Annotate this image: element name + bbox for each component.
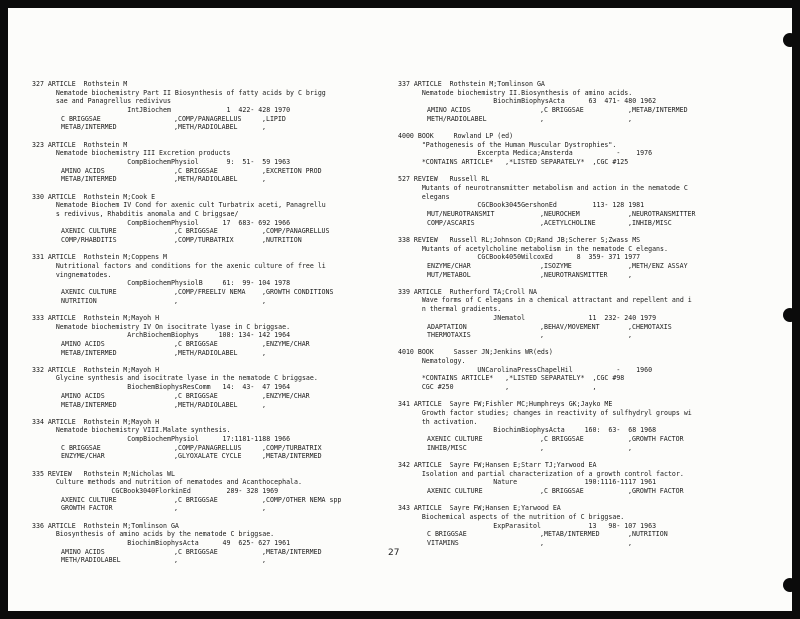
keyword-row	[32, 401, 394, 410]
keyword-row	[398, 210, 790, 219]
keyword: ,	[628, 443, 632, 452]
entry-text-line: BiochemBiophysResComm 14: 43- 47 1964	[32, 383, 291, 392]
entry-text-line: CompBiochemPhysiol 17:1181-1188 1966	[32, 435, 291, 444]
keyword: ,NEUROTRANSMITTER	[540, 270, 608, 279]
keyword: AXENIC CULTURE	[61, 495, 117, 504]
keyword: ,BEHAV/MOVEMENT	[540, 322, 600, 331]
keyword: ENZYME/CHAR	[61, 452, 105, 461]
entry-text-line: Nematology.	[398, 357, 466, 366]
keyword: ,	[174, 556, 178, 565]
keyword: C BRIGGSAE	[61, 443, 101, 452]
left-column	[32, 80, 394, 574]
keyword: ,COMP/PANAGRELLUS	[174, 114, 242, 123]
keyword: ADAPTATION	[427, 322, 467, 331]
keyword: ,	[540, 331, 544, 340]
keyword-row	[32, 123, 394, 132]
bibliography-entry	[32, 522, 394, 565]
keyword: ,	[628, 331, 632, 340]
entry-text-line: IntJBiochem 1 422- 428 1970	[32, 106, 291, 115]
entry-text-line: CompBiochemPhysiolB 61: 99- 104 1978	[32, 279, 291, 288]
entry-header: 332 ARTICLE Rothstein M;Mayoh H	[32, 365, 160, 374]
keyword-row	[32, 297, 394, 306]
keyword: ,COMP/PANAGRELLUS	[174, 443, 242, 452]
keyword-row	[32, 349, 394, 358]
bibliography-entry	[32, 470, 394, 513]
keyword: COMP/RHABDITIS	[61, 236, 117, 244]
bibliography-entry	[398, 504, 790, 547]
entry-header: 339 ARTICLE Rutherford TA;Croll NA	[398, 287, 537, 296]
keyword-row	[398, 444, 790, 453]
keyword: METAB/INTERMED	[61, 348, 117, 357]
keyword: ,	[540, 114, 544, 123]
keyword: ,COMP/PANAGRELLUS	[262, 227, 330, 236]
keyword: ,NEUROTRANSMITTER	[628, 209, 696, 218]
keyword: ,METAB/INTERMED	[262, 547, 322, 556]
bibliography-entry	[398, 400, 790, 452]
entry-text-line: Glycine synthesis and isocitrate lyase in the nematode C briggsae.	[32, 374, 318, 383]
keyword: ,C BRIGGSAE	[174, 166, 218, 175]
entry-text-line: s redivivus, Rhabditis anomala and C briggsae/	[32, 209, 239, 218]
entry-header: 527 REVIEW Russell RL	[398, 175, 490, 184]
keyword-row	[398, 323, 790, 332]
entry-text-line: BiochimBiophysActa 63 471- 480 1962	[398, 97, 657, 106]
keyword-row	[32, 392, 394, 401]
keyword: ,C BRIGGSAE	[174, 547, 218, 556]
keyword: VITAMINS	[427, 538, 459, 547]
binder-hole	[783, 33, 792, 47]
keyword: ,C BRIGGSAE	[174, 391, 218, 400]
entry-text-line: ExpParasitol 13 98- 107 1963	[398, 521, 657, 530]
entry-text-line: Mutants of acetylcholine metabolism in the nematode C elegans.	[398, 244, 668, 253]
entry-header: 331 ARTICLE Rothstein M;Coppens M	[32, 253, 167, 262]
keyword: ,	[174, 504, 178, 513]
keyword-row	[398, 539, 790, 548]
entry-text-line: Nematode biochemistry II.Biosynthesis of amino acids.	[398, 88, 633, 97]
keyword: AMINO ACIDS	[61, 339, 105, 348]
keyword: AXENIC CULTURE	[427, 487, 483, 495]
keyword: C BRIGGSAE	[427, 530, 467, 539]
keyword: AMINO ACIDS	[61, 166, 105, 175]
keyword: ,GROWTH CONDITIONS	[262, 287, 334, 296]
keyword-row	[32, 115, 394, 124]
page-number: 27	[388, 548, 400, 558]
entry-text-line: CompBiochemPhysiol 17 683- 692 1966	[32, 218, 291, 227]
keyword: ENZYME/CHAR	[427, 261, 471, 270]
entry-text-line: vingnematodes.	[32, 270, 112, 279]
keyword: INHIB/MISC	[427, 443, 467, 452]
keyword: ,	[262, 123, 266, 132]
keyword: ,	[628, 538, 632, 547]
keyword: AMINO ACIDS	[61, 547, 105, 556]
keyword: ,NUTRITION	[262, 236, 302, 244]
keyword: ,GROWTH FACTOR	[628, 435, 684, 444]
keyword: ,	[262, 504, 266, 513]
keyword: ,METAB/INTERMED	[628, 106, 688, 115]
keyword-row	[32, 548, 394, 557]
entry-header: 343 ARTICLE Sayre FW;Hansen E;Yarwood EA	[398, 504, 561, 513]
keyword: AXENIC CULTURE	[61, 287, 117, 296]
keyword-row	[32, 504, 394, 513]
keyword: AXENIC CULTURE	[427, 435, 483, 444]
keyword-row	[398, 219, 790, 228]
entry-header: 342 ARTICLE Sayre FW;Hansen E;Starr TJ;Yarwood EA	[398, 460, 597, 469]
keyword: ,	[174, 296, 178, 305]
keyword: COMP/ASCARIS	[427, 218, 475, 227]
keyword: ,C BRIGGSAE	[174, 495, 218, 504]
document-page	[8, 8, 792, 611]
keyword: METAB/INTERMED	[61, 400, 117, 409]
keyword: AMINO ACIDS	[61, 391, 105, 400]
binder-hole	[783, 578, 792, 592]
entry-text-line: CGC #250 , ,	[398, 383, 597, 392]
keyword: METAB/INTERMED	[61, 123, 117, 132]
entry-text-line: elegans	[398, 192, 450, 201]
entry-text-line: *CONTAINS ARTICLE* ,*LISTED SEPARATELY* ,CGC #125	[398, 158, 629, 166]
entry-header: 330 ARTICLE Rothstein M;Cook E	[32, 192, 156, 201]
keyword: MUT/NEUROTRANSMIT	[427, 209, 495, 218]
keyword-row	[32, 452, 394, 461]
keyword: METH/RADIOLABEL	[427, 114, 487, 123]
keyword: MUT/METABOL	[427, 270, 471, 279]
keyword: ,ENZYME/CHAR	[262, 391, 310, 400]
entry-text-line: BiochimBiophysActa 160: 63- 68 1968	[398, 426, 657, 435]
keyword: ,CHEMOTAXIS	[628, 322, 672, 331]
bibliography-entry	[32, 366, 394, 409]
right-column	[398, 80, 790, 556]
bibliography-entry	[398, 348, 790, 391]
keyword: AMINO ACIDS	[427, 106, 471, 115]
keyword: ,ACETYLCHOLINE	[540, 218, 596, 227]
entry-text-line: n thermal gradients.	[398, 305, 502, 314]
entry-text-line: BiochimBiophysActa 49 625- 627 1961	[32, 538, 291, 547]
keyword-row	[398, 487, 790, 496]
keyword-row	[398, 435, 790, 444]
bibliography-entry	[32, 193, 394, 245]
bibliography-entry	[398, 80, 790, 123]
keyword: ,NEUROCHEM	[540, 209, 580, 218]
keyword: ,C BRIGGSAE	[174, 339, 218, 348]
entry-text-line: CGCBook4050WilcoxEd 8 359- 371 1977	[398, 253, 641, 262]
keyword: C BRIGGSAE	[61, 114, 101, 123]
entry-text-line: th activation.	[398, 417, 478, 426]
keyword: ,GLYOXALATE CYCLE	[174, 452, 242, 461]
entry-header: 4010 BOOK Sasser JN;Jenkins WR(eds)	[398, 348, 553, 357]
entry-text-line: Nematode biochemistry VIII.Malate synthesis.	[32, 426, 231, 435]
keyword: ,C BRIGGSAE	[540, 487, 584, 495]
keyword: ,METAB/INTERMED	[540, 530, 600, 539]
entry-text-line: Nematode biochemistry Part II Biosynthesis of fatty acids by C brigg	[32, 88, 326, 97]
keyword-row	[32, 288, 394, 297]
keyword-row	[32, 444, 394, 453]
entry-text-line: "Pathogenesis of the Human Muscular Dystrophies".	[398, 140, 617, 149]
entry-text-line: ArchBiochemBiophys 108: 134- 142 1964	[32, 331, 291, 340]
keyword-row	[398, 331, 790, 340]
entry-text-line: Mutants of neurotransmitter metabolism and action in the nematode C	[398, 183, 688, 192]
entry-text-line: Wave forms of C elegans in a chemical attractant and repellent and i	[398, 296, 692, 305]
keyword: ,C BRIGGSAE	[174, 227, 218, 236]
keyword: ,COMP/TURBATRIX	[174, 236, 234, 244]
keyword-row	[398, 115, 790, 124]
keyword: ,COMP/TURBATRIX	[262, 443, 322, 452]
entry-header: 335 REVIEW Rothstein M;Nicholas WL	[32, 469, 175, 478]
keyword-row	[398, 106, 790, 115]
keyword: GROWTH FACTOR	[61, 504, 113, 513]
bibliography-entry	[32, 314, 394, 357]
keyword: ,ISOZYME	[540, 261, 572, 270]
entry-header: 337 ARTICLE Rothstein M;Tomlinson GA	[398, 80, 545, 88]
keyword: ,	[628, 114, 632, 123]
entry-text-line: JNematol 11 232- 240 1979	[398, 313, 657, 322]
keyword: AXENIC CULTURE	[61, 227, 117, 236]
keyword-row	[32, 340, 394, 349]
keyword: ,METH/ENZ ASSAY	[628, 261, 688, 270]
keyword: ,	[262, 296, 266, 305]
bibliography-entry	[398, 175, 790, 227]
keyword: ,METAB/INTERMED	[262, 452, 322, 461]
entry-header: 338 REVIEW Russell RL;Johnson CD;Rand JB;Scherer S;Zwass MS	[398, 235, 641, 244]
entry-text-line: Nematode Biochem IV Cond for axenic cult Turbatrix aceti, Panagrellu	[32, 201, 326, 210]
keyword: ,LIPID	[262, 114, 286, 123]
bibliography-entry	[32, 253, 394, 305]
bibliography-entry	[398, 288, 790, 340]
entry-text-line: Nutritional factors and conditions for the axenic culture of free li	[32, 261, 326, 270]
entry-text-line: *CONTAINS ARTICLE* ,*LISTED SEPARATELY* ,CGC #98	[398, 374, 625, 383]
entry-text-line: Nematode biochemistry IV On isocitrate lyase in C briggsae.	[32, 322, 291, 331]
keyword: ,METH/RADIOLABEL	[174, 123, 238, 132]
entry-header: 323 ARTICLE Rothstein M	[32, 140, 128, 149]
entry-text-line: Biosynthesis of amino acids by the nematode C briggsae.	[32, 530, 275, 539]
entry-text-line: Excerpta Medica;Amsterda - 1976	[398, 149, 653, 158]
entry-text-line: Isolation and partial characterization of a growth control factor.	[398, 469, 684, 478]
keyword: ,C BRIGGSAE	[540, 106, 584, 115]
entry-text-line: Nature 190:1116-1117 1961	[398, 478, 657, 487]
keyword: ,	[262, 556, 266, 565]
bibliography-entry	[32, 141, 394, 184]
entry-header: 333 ARTICLE Rothstein M;Mayoh H	[32, 313, 160, 322]
entry-header: 4000 BOOK Rowland LP (ed)	[398, 131, 514, 140]
keyword-row	[32, 556, 394, 565]
entry-text-line: CompBiochemPhysiol 9: 51- 59 1963	[32, 158, 291, 166]
keyword-row	[398, 271, 790, 280]
keyword: ,NUTRITION	[628, 530, 668, 539]
keyword: ,METH/RADIOLABEL	[174, 348, 238, 357]
keyword-row	[398, 530, 790, 539]
entry-text-line: CGCBook3040FlorkinEd 289- 328 1969	[32, 487, 279, 495]
keyword: ,COMP/FREELIV NEMA	[174, 287, 246, 296]
keyword: ,COMP/OTHER NEMA spp	[262, 495, 342, 504]
keyword-row	[32, 227, 394, 236]
keyword-row	[32, 167, 394, 176]
keyword: ,	[262, 400, 266, 409]
keyword-row	[32, 496, 394, 505]
entry-text-line: Culture methods and nutrition of nematodes and Acanthocephala.	[32, 478, 302, 487]
entry-header: 336 ARTICLE Rothstein M;Tomlinson GA	[32, 521, 179, 530]
keyword: ,	[540, 443, 544, 452]
keyword: ,METH/RADIOLABEL	[174, 400, 238, 409]
keyword: ,	[628, 270, 632, 279]
bibliography-entry	[398, 132, 790, 167]
keyword: ,GROWTH FACTOR	[628, 487, 684, 495]
keyword: THERMOTAXIS	[427, 331, 471, 340]
keyword-row	[398, 262, 790, 271]
entry-text-line: CGCBook3045GershonEd 113- 128 1981	[398, 201, 645, 210]
entry-header: 327 ARTICLE Rothstein M	[32, 80, 128, 88]
entry-text-line: sae and Panagrellus redivivus	[32, 97, 171, 106]
keyword: ,EXCRETION PROD	[262, 166, 322, 175]
keyword: ,	[540, 538, 544, 547]
keyword: METAB/INTERMED	[61, 175, 117, 184]
keyword: NUTRITION	[61, 296, 97, 305]
keyword: ,INHIB/MISC	[628, 218, 672, 227]
keyword: ,	[262, 348, 266, 357]
bibliography-entry	[398, 461, 790, 496]
bibliography-entry	[32, 80, 394, 132]
keyword: ,METH/RADIOLABEL	[174, 175, 238, 184]
bibliography-entry	[32, 418, 394, 461]
keyword-row	[32, 236, 394, 245]
keyword: ,C BRIGGSAE	[540, 435, 584, 444]
keyword-row	[32, 175, 394, 184]
entry-text-line: Nematode biochemistry III Excretion products	[32, 149, 231, 158]
keyword: ,	[262, 175, 266, 184]
entry-text-line: Growth factor studies; changes in reactivity of sulfhydryl groups wi	[398, 409, 692, 417]
entry-text-line: UNCarolinaPressChapelHil - 1960	[398, 365, 653, 374]
entry-header: 341 ARTICLE Sayre FW;Fishler MC;Humphreys GK;Jayko ME	[398, 400, 613, 409]
entry-text-line: Biochemical aspects of the nutrition of C briggsae.	[398, 512, 625, 521]
bibliography-entry	[398, 236, 790, 279]
entry-header: 334 ARTICLE Rothstein M;Mayoh H	[32, 417, 160, 426]
keyword: METH/RADIOLABEL	[61, 556, 121, 565]
keyword: ,ENZYME/CHAR	[262, 339, 310, 348]
